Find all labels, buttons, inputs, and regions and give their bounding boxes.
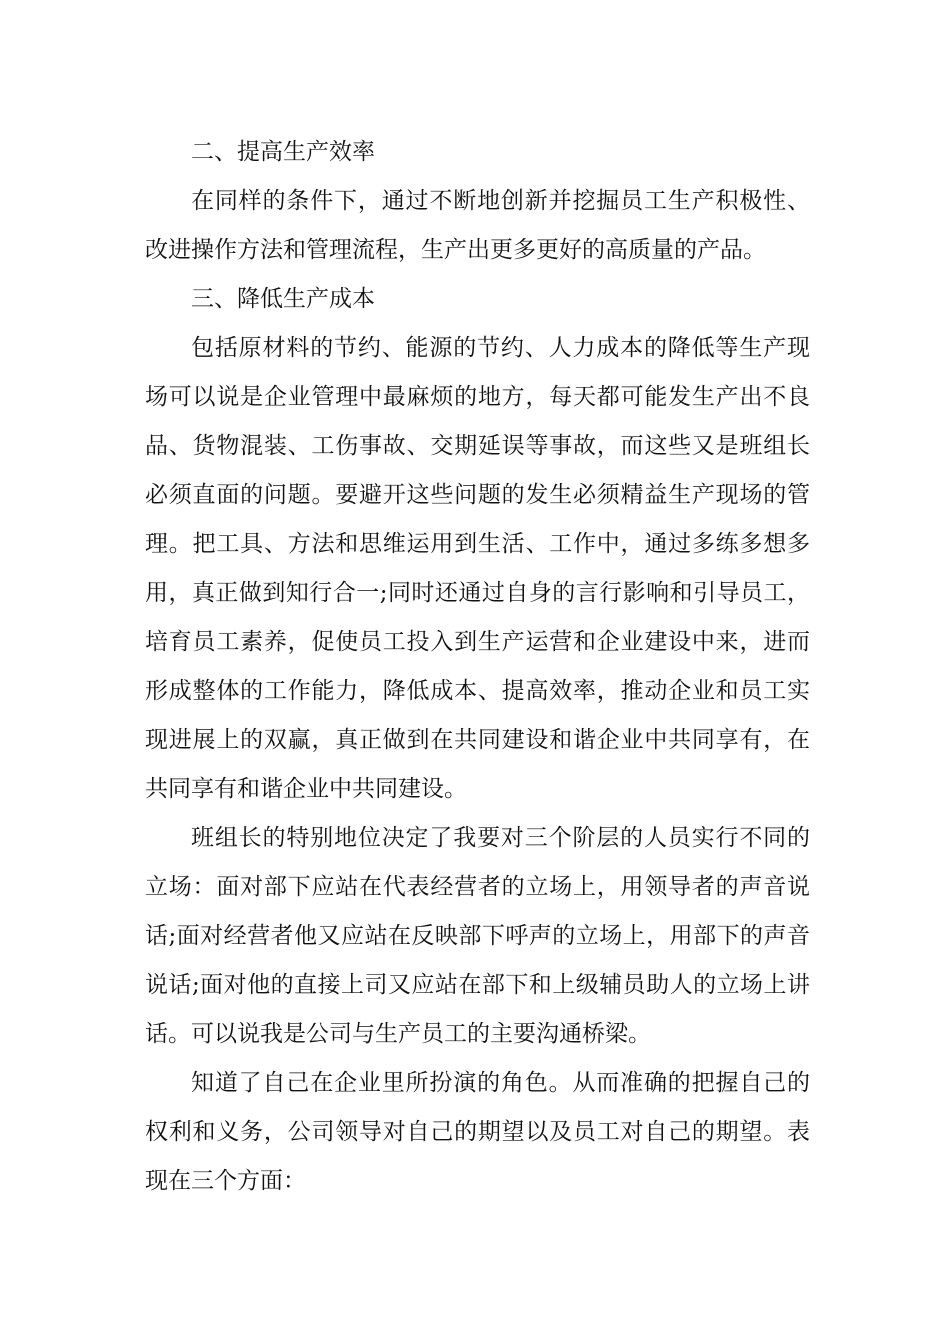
paragraph-cost: 包括原材料的节约、能源的节约、人力成本的降低等生产现场可以说是企业管理中最麻烦的地方，每天都可能发生产出不良品、货物混装、工伤事故、交期延误等事故，而这些又是班组长必须直面的问题。要避开这些问题的发生必须精益生产现场的管理。把工具、方法和思维运用到生活、工作中，通过多练多想多用，真正做到知行合一;同时还通过自身的言行影响和引导员工，培育员工素养，促使员工投入到生产运营和企业建设中来，进而形成整体的工作能力，降低成本、提高效率，推动企业和员工实现进展上的双赢，真正做到在共同建设和谐企业中共同享有，在共同享有和谐企业中共同建设。 <box>145 335 810 802</box>
paragraph-role-awareness: 知道了自己在企业里所扮演的角色。从而准确的把握自己的权利和义务，公司领导对自己的期望以及员工对自己的期望。表现在三个方面： <box>145 1070 810 1194</box>
paragraph-efficiency: 在同样的条件下，通过不断地创新并挖掘员工生产积极性、改进操作方法和管理流程，生产出更多更好的高质量的产品。 <box>145 188 810 263</box>
document-body <box>145 128 810 1206</box>
section-heading-reduce-cost: 三、降低生产成本 <box>191 286 375 312</box>
section-heading-improve-efficiency: 二、提高生产效率 <box>191 139 375 165</box>
paragraph-team-leader-position: 班组长的特别地位决定了我要对三个阶层的人员实行不同的立场：面对部下应站在代表经营者的立场上，用领导者的声音说话;面对经营者他又应站在反映部下呼声的立场上，用部下的声音说话;面对他的直接上司又应站在部下和上级辅员助人的立场上讲话。可以说我是公司与生产员工的主要沟通桥梁。 <box>145 825 810 1047</box>
